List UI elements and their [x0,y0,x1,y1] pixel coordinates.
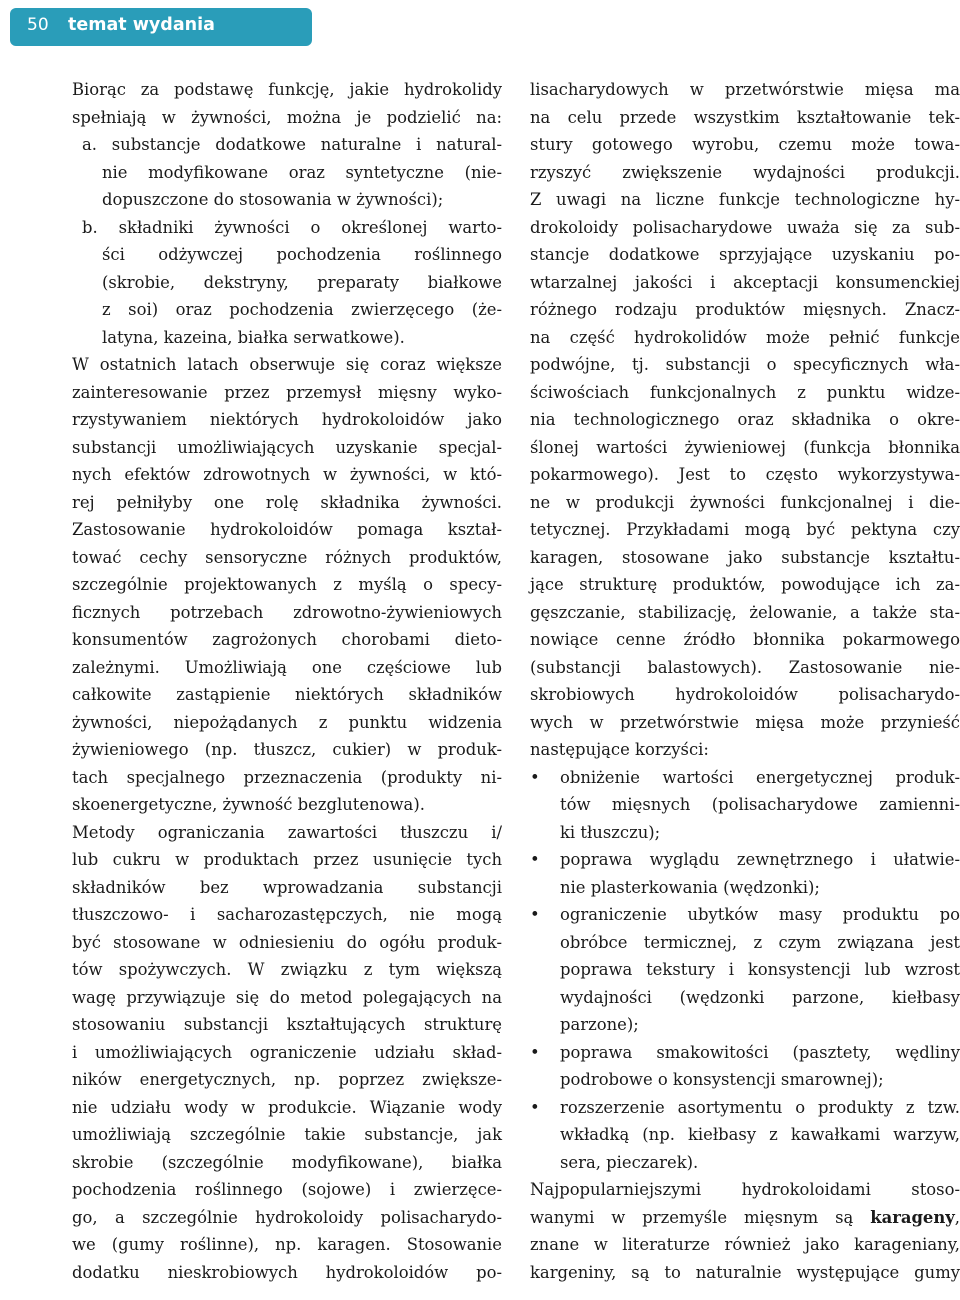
text-segment: , [954,1207,960,1227]
line-text: i umożliwiających ograniczenie udziału skład- [72,1042,502,1062]
line-text: znane w literaturze również jako karageniany, [530,1235,960,1254]
line-text: ne w produkcji żywności funkcjonalnej i die- [530,492,960,512]
text-line [530,214,960,242]
text-line [530,1176,960,1204]
text-line [530,929,960,957]
line-text: Metody ograniczania zawartości tłuszczu i/ [72,822,502,842]
line-text: skrobiowych hydrokoloidów polisacharydo- [530,685,960,704]
bullet-icon: • [530,850,540,869]
line-text: b. składniki żywności o określonej warto- [82,217,502,237]
line-text: składników bez wprowadzania substancji [72,877,502,897]
line-text: być stosowane w odniesieniu do ogółu produk- [72,932,502,952]
bullet-icon: • [530,1097,540,1117]
text-line [72,379,502,407]
bullet-icon: • [530,1042,540,1062]
text-line [530,681,960,709]
text-line [72,489,502,517]
text-line [72,1231,502,1259]
line-text: skrobie (szczególnie modyfikowane), białka [72,1152,502,1172]
text-line [530,599,960,627]
line-text: Najpopularniejszymi hydrokoloidami stoso- [530,1180,960,1199]
text-line [530,489,960,517]
line-text: wkładką (np. kiełbasy z kawałkami warzyw, [560,1125,960,1144]
page-number: 50 [27,15,49,35]
line-text: parzone); [560,1015,639,1034]
line-text: stosowaniu substancji kształtujących strukturę [72,1015,502,1034]
text-line [72,599,502,627]
line-text: go, a szczególnie hydrokoloidy polisacharydo- [72,1207,502,1227]
line-text: szczególnie projektowanych z myślą o specy- [72,575,502,594]
text-line [72,76,502,104]
text-line [530,351,960,379]
line-text: ści odżywczej pochodzenia roślinnego [102,245,502,264]
text-line [72,516,502,544]
text-line [530,269,960,297]
text-line [530,846,960,874]
line-text: ników energetycznych, np. poprzez zwiększe- [72,1070,502,1089]
line-text: nie udziału wody w produkcie. Wiązanie wody [72,1097,502,1117]
line-text: podwójne, tj. substancji o specyficznych wła- [530,355,960,374]
line-text: spełniają w żywności, można je podzielić na: [72,107,502,127]
line-text: stury gotowego wyrobu, czemu może towa- [530,135,960,154]
text-line [530,1204,960,1232]
text-line [530,186,960,214]
text-line [72,324,502,352]
bold-term: karageny [870,1207,955,1227]
line-text: ślonej wartości żywieniowej (funkcja błonnika [530,437,960,457]
line-text: poprawa wyglądu zewnętrznego i ułatwie- [560,850,960,869]
line-text: nych efektów zdrowotnych w żywności, w któ- [72,465,502,484]
line-text: na część hydrokolidów może pełnić funkcje [530,327,960,347]
line-text: obróbce termicznej, z czym związana jest [560,932,960,952]
text-line [72,1121,502,1149]
text-line [530,764,960,792]
text-line [72,791,502,819]
text-line [530,406,960,434]
line-text: lisacharydowych w przetwórstwie mięsa ma [530,80,960,99]
text-line [530,626,960,654]
line-text: na celu przede wszystkim kształtowanie tek- [530,107,960,127]
text-line [530,901,960,929]
line-text: latyna, kazeina, białka serwatkowe). [102,327,405,347]
line-text: tów spożywczych. W związku z tym większą [72,960,502,979]
line-text: ki tłuszczu); [560,822,661,842]
text-line [72,1259,502,1287]
text-line [530,1039,960,1067]
text-line [72,544,502,572]
line-text: rej pełniłyby one rolę składnika żywności. [72,492,502,512]
line-text: żywieniowego (np. tłuszcz, cukier) w produk- [72,740,502,759]
line-text: wych w przetwórstwie mięsa może przynieść [530,712,960,732]
text-line [72,1039,502,1067]
text-line [530,131,960,159]
line-text: następujące korzyści: [530,740,709,759]
line-text: tetycznej. Przykładami mogą być pektyna czy [530,520,960,539]
line-text: substancji umożliwiających uzyskanie specjal- [72,437,502,457]
line-text: konsumentów zagrożonych chorobami dieto- [72,630,502,649]
line-text: sera, pieczarek). [560,1152,699,1172]
text-line [72,1176,502,1204]
text-line [72,626,502,654]
text-line [72,984,502,1012]
text-line [72,104,502,132]
text-line [530,76,960,104]
text-line [72,819,502,847]
line-text: stancje dodatkowe sprzyjające uzyskaniu po- [530,245,960,264]
text-line [72,159,502,187]
left-text-column [72,76,502,1286]
line-text: ficznych potrzebach zdrowotno-żywieniowych [72,602,502,622]
text-line [530,874,960,902]
line-text: nia technologicznego oraz składnika o okre- [530,410,960,429]
text-line [72,351,502,379]
line-text: (skrobie, dekstryny, preparaty białkowe [102,272,502,292]
section-title: temat wydania [68,15,215,35]
line-text: rozszerzenie asortymentu o produkty z tzw. [560,1097,960,1117]
line-text: umożliwiają szczególnie takie substancje, jak [72,1125,502,1144]
text-line [530,1149,960,1177]
text-line [530,1121,960,1149]
line-text: nie modyfikowane oraz syntetyczne (nie- [102,162,502,182]
text-line [72,461,502,489]
line-text: podrobowe o konsystencji smarownej); [560,1070,884,1089]
line-text: gęszczanie, stabilizację, żelowanie, a także sta- [530,602,960,622]
text-line [530,461,960,489]
line-text: wydajności (wędzonki parzone, kiełbasy [560,987,960,1007]
text-line [72,1204,502,1232]
line-text: obniżenie wartości energetycznej produk- [560,767,960,787]
line-text: jące strukturę produktów, powodujące ich za- [530,575,960,594]
text-line [530,736,960,764]
text-line [72,1094,502,1122]
line-text: Zastosowanie hydrokoloidów pomaga kształ- [72,520,502,539]
line-text: tów mięsnych (polisacharydowe zamienni- [560,795,960,814]
text-line [72,1011,502,1039]
line-text: drokoloidy polisacharydowe uważa się za sub- [530,217,960,237]
line-text: ściwościach funkcjonalnych z punktu widze- [530,382,960,402]
line-text: pochodzenia roślinnego (sojowe) i zwierzęce- [72,1180,502,1199]
line-text: tach specjalnego przeznaczenia (produkty ni- [72,767,502,787]
line-text: dodatku nieskrobiowych hydrokoloidów po- [72,1262,502,1282]
text-line [72,571,502,599]
text-line [72,681,502,709]
text-line [72,296,502,324]
text-line [530,571,960,599]
text-segment: wanymi w przemyśle mięsnym są [530,1207,871,1227]
line-text: zainteresowanie przez przemysł mięsny wyko- [72,382,502,402]
line-text: nowiące cenne źródło błonnika pokarmowego [530,630,960,649]
text-line [72,736,502,764]
text-line [530,296,960,324]
line-text: poprawa smakowitości (pasztety, wędliny [560,1042,960,1062]
text-line [72,214,502,242]
text-line [530,1231,960,1259]
line-text: zależnymi. Umożliwiają one częściowe lub [72,657,502,677]
line-text: poprawa tekstury i konsystencji lub wzrost [560,960,960,979]
line-text: z soi) oraz pochodzenia zwierzęcego (że- [102,300,502,319]
text-line [530,1066,960,1094]
line-text: wtarzalnej jakości i akceptacji konsumenckiej [530,272,960,292]
text-line [72,131,502,159]
line-text: dopuszczone do stosowania w żywności); [102,190,444,209]
line-text: tować cechy sensoryczne różnych produktów, [72,547,502,567]
text-line [72,1149,502,1177]
text-line [530,709,960,737]
text-line [72,406,502,434]
text-line [72,901,502,929]
line-text: kargeniny, są to naturalnie występujące gumy [530,1262,960,1282]
line-text: karagen, stosowane jako substancje kształtu- [530,547,960,567]
line-text: W ostatnich latach obserwuje się coraz większe [72,355,502,374]
text-line [72,929,502,957]
text-line [530,956,960,984]
line-text: we (gumy roślinne), np. karagen. Stosowanie [72,1235,502,1254]
text-line [72,764,502,792]
text-line [530,791,960,819]
text-line [530,1259,960,1287]
text-line [72,709,502,737]
text-line [530,379,960,407]
line-text: ograniczenie ubytków masy produktu po [560,905,960,924]
line-text: rzyszyć zwiększenie wydajności produkcji. [530,162,960,182]
line-text: lub cukru w produktach przez usunięcie tych [72,850,502,869]
text-line [72,846,502,874]
line-text: rzystywaniem niektórych hydrokoloidów jako [72,410,502,429]
line-text: Z uwagi na liczne funkcje technologiczne hy- [530,190,960,209]
text-line [530,434,960,462]
bullet-icon: • [530,905,540,924]
text-line [530,104,960,132]
text-line [530,1011,960,1039]
text-line [530,819,960,847]
line-text: (substancji balastowych). Zastosowanie nie- [530,657,960,677]
line-text: skoenergetyczne, żywność bezglutenowa). [72,795,425,814]
line-text: żywności, niepożądanych z punktu widzenia [72,712,502,732]
text-line [72,654,502,682]
text-line [72,241,502,269]
line-text: różnego rodzaju produktów mięsnych. Znacz- [530,300,960,319]
line-text: wagę przywiązuje się do metod polegających na [72,987,502,1007]
text-line [72,1066,502,1094]
text-line [530,984,960,1012]
text-line [530,159,960,187]
text-line [72,434,502,462]
line-text: tłuszczowo- i sacharozastępczych, nie mogą [72,905,502,924]
bullet-icon: • [530,767,540,787]
section-header-tab [10,8,312,46]
text-line [72,269,502,297]
right-text-column [530,76,960,1286]
text-line [72,956,502,984]
line-text: całkowite zastąpienie niektórych składników [72,685,502,704]
text-line [530,241,960,269]
text-line [530,654,960,682]
text-line [530,544,960,572]
text-line [530,516,960,544]
line-text: a. substancje dodatkowe naturalne i natural- [82,135,502,154]
line-text: Biorąc za podstawę funkcję, jakie hydrokolidy [72,80,502,99]
text-line [72,186,502,214]
text-line [530,1094,960,1122]
line-text: pokarmowego). Jest to często wykorzystywa- [530,465,960,484]
text-line [72,874,502,902]
line-text: nie plasterkowania (wędzonki); [560,877,820,897]
text-line [530,324,960,352]
